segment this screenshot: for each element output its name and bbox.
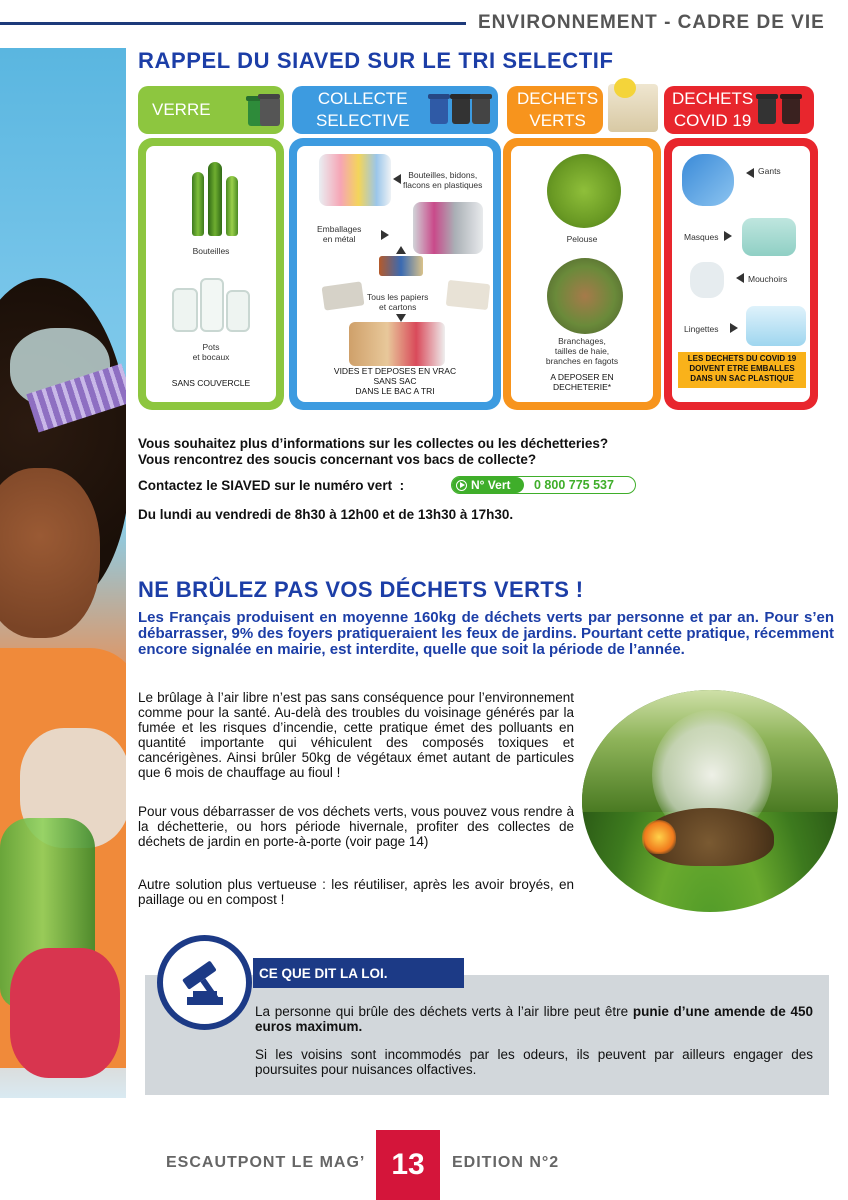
cardboard-icon (349, 322, 445, 366)
grey-bin-icon (758, 98, 776, 124)
footer-verts: A DEPOSER EN DECHETERIE* (550, 372, 614, 392)
photo-flames (642, 820, 676, 854)
column-covid (664, 138, 818, 410)
caption-gants: Gants (758, 166, 781, 176)
dark-bin-icon (472, 98, 490, 124)
paper-right-icon (446, 280, 490, 310)
brulage-paragraph-1: Le brûlage à l’air libre n’est pas sans conséquence pour l’environnement comme pour la santé. Au-delà des troubles du voisinage générés par la fumée et les risques d’incendie, cette pratique émet des polluants en quantité importante qui véhiculent des composés toxiques et cancérigènes. Ainsi brûler 50kg de végétaux émet autant de particules que 6 mois de chauffage au fioul ! (138, 690, 574, 780)
arrow-right-icon (381, 230, 389, 240)
caption-pelouse: Pelouse (566, 234, 598, 244)
page-number: 13 (376, 1130, 440, 1200)
yellow-bin-icon (452, 98, 470, 124)
brulage-title: NE BRÛLEZ PAS VOS DÉCHETS VERTS ! (138, 577, 584, 602)
footer-magazine: ESCAUTPONT LE MAG’ (166, 1154, 366, 1171)
photo-face (0, 468, 100, 638)
numero-vert-number[interactable]: 0 800 775 537 (534, 478, 614, 492)
column-dechets-verts (503, 138, 661, 410)
tab-verts-label: DECHETS VERTS (517, 89, 599, 130)
caption-emballages-metal: Emballages en métal (317, 224, 362, 244)
contact-question-2: Vous rencontrez des soucis concernant vos bacs de collecte? (138, 452, 537, 467)
caption-branchages: Branchages, tailles de haie, branches en fagots (545, 336, 619, 366)
column-collecte (289, 138, 501, 410)
arrow-left-icon (746, 168, 754, 178)
header-rule (0, 22, 466, 25)
tab-collecte (292, 86, 498, 134)
caption-pots: Pots et bocaux (192, 342, 230, 362)
mask-icon (742, 218, 796, 256)
cover-photo-strip (0, 48, 126, 1098)
metal-cans-icon (413, 202, 483, 254)
jar-shape (172, 288, 198, 332)
column-verts-panel (511, 146, 653, 402)
paper-stack-icon (379, 256, 423, 276)
column-covid-panel (672, 146, 810, 402)
gavel-icon (157, 935, 252, 1030)
footer-covid: LES DECHETS DU COVID 19 DOIVENT ETRE EMBALLES DANS UN SAC PLASTIQUE (687, 354, 797, 383)
wipes-icon (746, 306, 806, 346)
law-paragraph-1-start: La personne qui brûle des déchets verts à l’air libre peut être (255, 1004, 633, 1019)
contact-question-1: Vous souhaitez plus d’informations sur les collectes ou les déchetteries? (138, 436, 609, 451)
section-title: ENVIRONNEMENT - CADRE DE VIE (478, 12, 825, 33)
branches-icon (547, 258, 623, 334)
brulage-lead: Les Français produisent en moyenne 160kg de déchets verts par personne et par an. Pour s’en débarrasser, 9% des foyers pratiqueraient les feux de jardins. Pourtant cette pratique, récemment encore signalée en mairie, est interdite, quelle que soit la période de l’année. (138, 609, 834, 658)
tissues-icon (690, 262, 724, 298)
brulage-paragraph-3: Autre solution plus vertueuse : les réutiliser, après les avoir broyés, en paillage ou en compost ! (138, 877, 574, 907)
arrow-up-icon (396, 246, 406, 254)
arrow-right-icon (724, 231, 732, 241)
contact-hours: Du lundi au vendredi de 8h30 à 12h00 et de 13h30 à 17h30. (138, 507, 514, 522)
footer-collecte: VIDES ET DEPOSES EN VRAC SANS SAC DANS LE BAC A TRI (333, 366, 457, 396)
column-collecte-panel (297, 146, 493, 402)
brown-bin-icon (782, 98, 800, 124)
contact-line: Contactez le SIAVED sur le numéro vert : (138, 478, 405, 493)
caption-papiers: Tous les papiers et cartons (367, 292, 429, 312)
tab-covid (664, 86, 814, 134)
glass-jars-icon (172, 278, 252, 334)
tab-dechets-verts (507, 86, 603, 134)
bottle-shape (192, 172, 204, 236)
tab-collecte-label: COLLECTE SELECTIVE (316, 89, 410, 130)
caption-masques: Masques (684, 232, 719, 242)
column-verre-panel (146, 146, 276, 402)
caption-lingettes: Lingettes (684, 324, 719, 334)
numero-vert-pill (452, 477, 524, 493)
law-paragraph-1-bold: punie d’une amende de 450 euros maximum. (255, 1004, 813, 1034)
law-title: CE QUE DIT LA LOI. (253, 958, 464, 988)
photo-red-glove (10, 948, 120, 1078)
bottle-shape (208, 162, 222, 236)
tri-title: RAPPEL DU SIAVED SUR LE TRI SELECTIF (138, 48, 614, 73)
snail-mascot-icon (614, 78, 636, 98)
tab-verre-label: VERRE (152, 100, 211, 119)
jar-shape (226, 290, 250, 332)
tab-verre (138, 86, 284, 134)
glass-bottles-icon (188, 162, 244, 238)
gavel-svg (163, 941, 246, 1024)
caption-mouchoirs: Mouchoirs (748, 274, 788, 284)
play-icon (456, 480, 467, 491)
paper-left-icon (322, 281, 365, 310)
caption-bouteilles: Bouteilles (192, 246, 230, 256)
garden-fire-photo (582, 690, 838, 912)
numero-vert-badge[interactable] (451, 476, 636, 494)
caption-bouteilles-plastique: Bouteilles, bidons, flacons en plastiques (403, 170, 483, 190)
arrow-left-icon (736, 273, 744, 283)
tab-covid-label: DECHETS COVID 19 (672, 89, 754, 130)
gloves-icon (682, 154, 734, 206)
footer-edition: EDITION N°2 (452, 1154, 560, 1171)
column-verre (138, 138, 284, 410)
numero-vert-label: N° Vert (471, 478, 511, 492)
jar-shape (200, 278, 224, 332)
arrow-left-icon (393, 174, 401, 184)
footer-verre: SANS COUVERCLE (171, 378, 251, 388)
arrow-down-icon (396, 314, 406, 322)
bottle-shape (226, 176, 238, 236)
law-paragraph-1 (255, 1004, 813, 1034)
arrow-right-icon (730, 323, 738, 333)
grass-icon (547, 154, 621, 228)
grey-bin-icon (260, 98, 280, 126)
law-paragraph-2: Si les voisins sont incommodés par les odeurs, ils peuvent par ailleurs engager des poursuites pour nuisances olfactives. (255, 1047, 813, 1077)
blue-bin-icon (430, 98, 448, 124)
plastic-bottles-icon (319, 154, 391, 206)
brulage-paragraph-2: Pour vous débarrasser de vos déchets verts, vous pouvez vous rendre à la déchetterie, ou hors période hivernale, profiter des collectes de déchets de jardin en porte-à-porte (voir page 14) (138, 804, 574, 849)
